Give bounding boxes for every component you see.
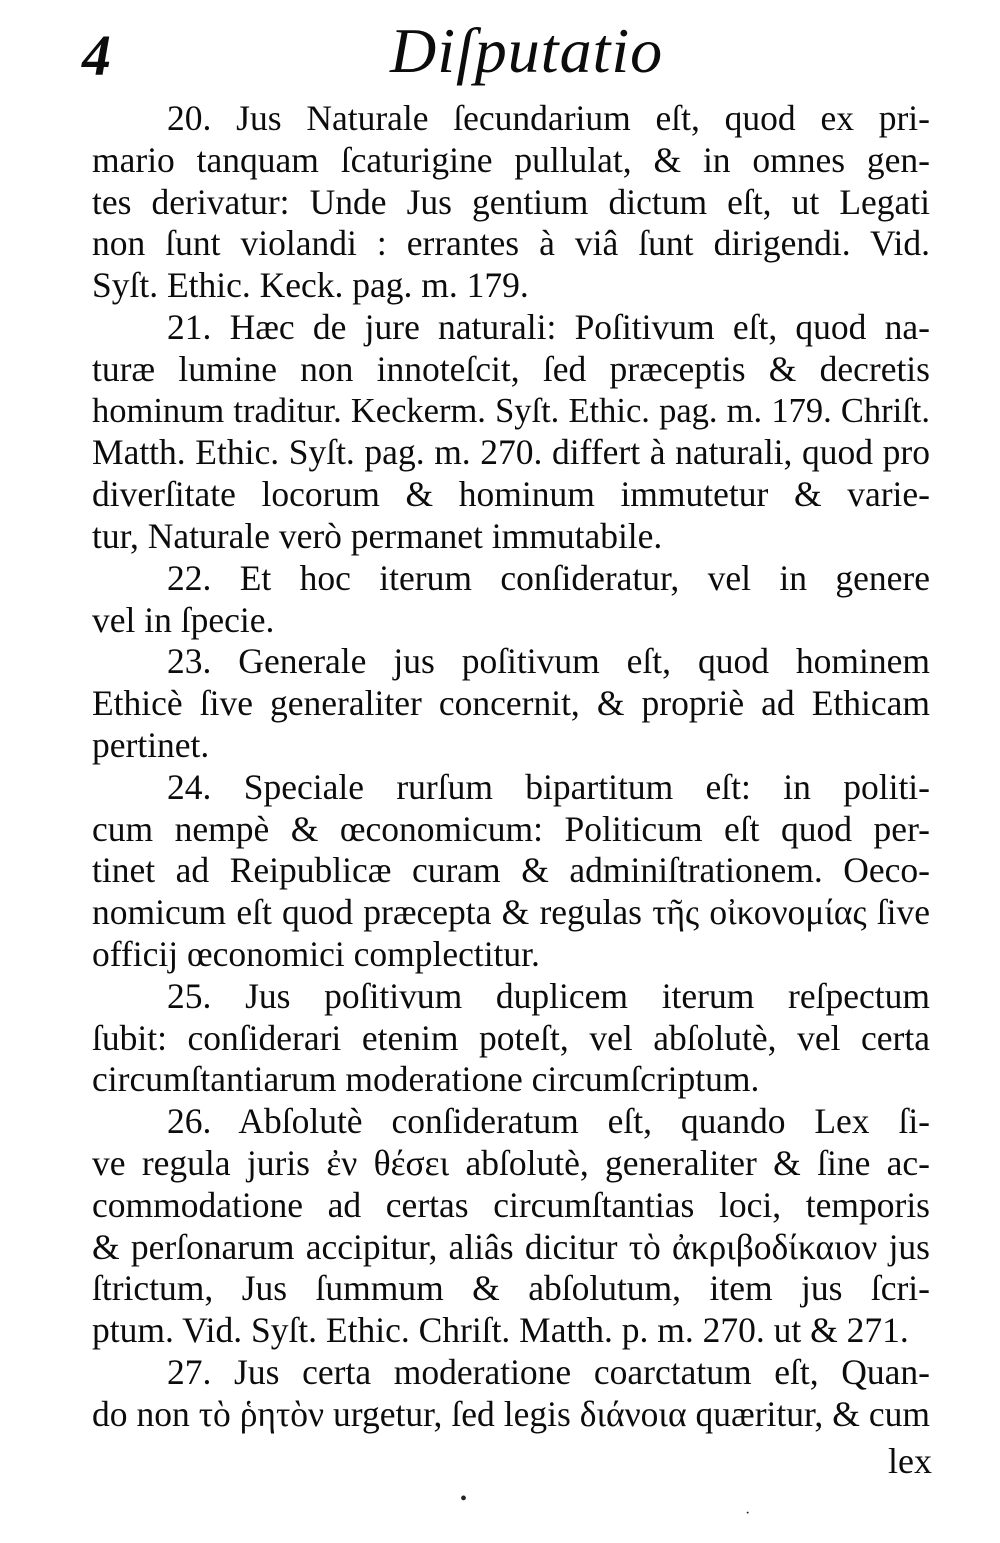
text-line: hominum traditur. Keckerm. Syſt. Ethic. pag. m. 179. Chriſt. (92, 391, 930, 430)
text-line: officij œconomici complectitur. (92, 933, 540, 974)
text-line: cum nempè & œconomicum: Politicum eſt quod per- (92, 808, 930, 849)
text-line: 22. Et hoc iterum conſideratur, vel in genere (167, 557, 930, 598)
text-line: Syſt. Ethic. Keck. pag. m. 179. (92, 265, 529, 306)
text-line: nomicum eſt quod præcepta & regulas τῆς οἰκονομίας ſive (92, 892, 930, 933)
text-line: mario tanquam ſcaturigine pullulat, & in omnes gen- (92, 139, 930, 180)
text-line: non ſunt violandi : errantes à viâ ſunt dirigendi. Vid. (92, 223, 930, 264)
text-line: ſtrictum, Jus ſummum & abſolutum, item jus ſcri- (92, 1268, 930, 1309)
text-line: turæ lumine non innoteſcit, ſed præceptis & decretis (92, 348, 930, 389)
text-line: 27. Jus certa moderatione coarctatum eſt, Quan- (167, 1351, 930, 1392)
text-line: Matth. Ethic. Syſt. pag. m. 270. differt à naturali, quod pro (92, 432, 930, 473)
running-title: Diſputatio (390, 15, 664, 86)
text-line: commodatione ad certas circumſtantias loci, temporis (92, 1184, 930, 1225)
text-line: ve regula juris ἐν θέσει abſolutè, generaliter & ſine ac- (92, 1142, 930, 1183)
text-line: circumſtantiarum moderatione circumſcriptum. (92, 1059, 760, 1100)
text-line: 25. Jus poſitivum duplicem iterum reſpectum (167, 975, 930, 1016)
text-line: 26. Abſolutè conſideratum eſt, quando Lex ſi- (167, 1101, 930, 1142)
text-line: Ethicè ſive generaliter concernit, & propriè ad Ethicam (92, 683, 930, 724)
text-line: ſubit: conſiderari etenim poteſt, vel abſolutè, vel certa (92, 1017, 930, 1058)
text-line: 21. Hæc de jure naturali: Poſitivum eſt, quod na- (167, 306, 930, 347)
text-line: & perſonarum accipitur, aliâs dicitur τὸ ἀκριβοδίκαιον jus (92, 1226, 930, 1267)
text-line: tinet ad Reipublicæ curam & adminiſtrationem. Oeco- (92, 850, 930, 891)
text-line: tes derivatur: Unde Jus gentium dictum eſt, ut Legati (92, 181, 930, 222)
text-line: diverſitate locorum & hominum immutetur & varie- (92, 474, 930, 515)
text-line: vel in ſpecie. (92, 599, 275, 640)
text-line: 20. Jus Naturale ſecundarium eſt, quod ex pri- (167, 98, 930, 138)
catchword: lex (888, 1441, 932, 1481)
page-number: 4 (82, 23, 111, 88)
text-line: do non τὸ ῥητὸν urgetur, ſed legis διάνοια quæritur, & cum (92, 1393, 930, 1434)
text-line: 23. Generale jus poſitivum eſt, quod hominem (167, 641, 930, 682)
text-line: 24. Speciale rurſum bipartitum eſt: in politi- (167, 766, 930, 807)
ink-speck-mark: · (745, 1505, 751, 1522)
body-text (92, 98, 930, 1436)
ink-speck-mark: • (460, 1488, 468, 1510)
text-line: pertinet. (92, 724, 210, 765)
text-line: ptum. Vid. Syſt. Ethic. Chriſt. Matth. p. m. 270. ut & 271. (92, 1310, 909, 1351)
text-line: tur, Naturale verò permanet immutabile. (92, 515, 663, 556)
